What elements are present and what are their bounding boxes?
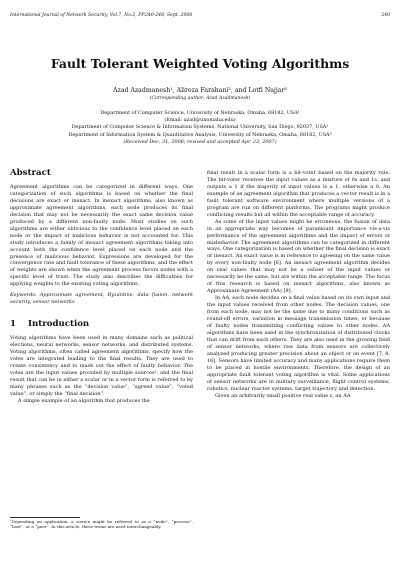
right-paragraph-3: In AA, each node decides on a final value based on its own input and the input values received from other nodes. The decision values, one from each node, may not be the same due to many conditions such as round-off errors, variation in message transmission times, or because of faulty nodes transmitting conflicting values to other nodes. AA algorithms have been used in the synchronization of distributed clocks that can drift from each others. They are also used in the growing field of sensor networks, where raw data from sensors are collectively analyzed producing greater precision about an object or an event [7, 8, 16]. Sensors have limited accuracy and many applications require them to be placed in hostile environments. Therefore, the design of an appropriate fault tolerant voting algorithm is vital. Some applications of sensor networks are in military surveillance, flight control systems, robotics, nuclear reactor systems, target trajectory and detection. <box>207 295 390 392</box>
keywords: Keywords: Approximate agreement, Byzantine, data fusion, network security, sensor networks <box>10 292 193 306</box>
intro-paragraph-1: Voting algorithms have been used in many domains such as political elections, neural networks, sensor networks, and distributed systems. Voting algorithms, often called agreement algorithms, specify how the votes are integrated leading to the final results. They are used to create consistency and to mask out the effect of faulty behavior. The votes are the input values provided by multiple sources¹, and the final result that can be in either a scalar or in a vector form is referred to by many phrases such as the “decision value”, “agreed value”, “voted value”, or simply the “final decision”. <box>10 335 193 397</box>
received-date: (Received Dec. 31, 2006; revised and accepted Apr. 23, 2007) <box>123 138 277 145</box>
author-email: (Email: azad@unomaha.edu) <box>164 117 236 124</box>
paper-title: Fault Tolerant Weighted Voting Algorithms <box>50 56 350 71</box>
left-column <box>10 168 193 405</box>
running-header <box>10 13 390 19</box>
affiliation-2: Department of Computer Science & Information Systems, National University, San Diego, 92037, USA² <box>71 124 329 131</box>
abstract-text: Agreement algorithms can be categorized in different ways. One categorization of such algorithms is based on whether the final decisions are exact or inexact. In inexact algorithms, also known as approximate agreement algorithms, each node produces its final decision that may not be necessarily the exact same decision value produced by a different non-faulty node. Most studies on such algorithms are either oblivious to the confidence level placed on each node or the impact of malicious behavior is not accounted for. This study introduces a family of inexact agreement algorithms taking into account both the confidence level placed on each node and the presence of malicious behavior. Expressions are developed for the convergence rate and fault tolerance of these algorithms, and the effect of weights are shown when the agreement process favors nodes with a specific level of trust. The study also describes the difficulties for applying weights to the existing voting algorithms. <box>10 184 193 288</box>
right-column <box>207 170 390 399</box>
right-paragraph-2: As some of the input values might be erroneous, the fusion of data in an appropriate way becomes of paramount importance vis-a-vis performance of the agreement algorithms and the impact of errors or misbehavior. The agreement algorithms can be categorized in different ways. One categorization is based on whether the final decision is exact or inexact. An exact value is in reference to agreeing on the same value by every non-faulty node [6]. An inexact agreement algorithm decides on real values that may not be a subset of the input values or necessarily be the same, but are within the acceptable range. The focus of this research is based on inexact algorithms, also known as Approximate Agreement (AA) [9]. <box>207 218 390 295</box>
corresponding-author: (Corresponding author: Azad Azadmanesh) <box>149 96 251 101</box>
footnote: ¹Depending on application, a source might be referred to as a “node”, “process”, “host”, or a “peer”. In this article, these terms are used interchangeably. <box>10 519 193 530</box>
section-number: 1 <box>10 319 16 330</box>
right-paragraph-4: Given an arbitrarily small positive real value ε, an AA <box>215 392 351 399</box>
section-title: Introduction <box>27 319 90 330</box>
affiliation-3: Department of Information System & Quantitative Analysis, University of Nebraska, Omaha, 68182, USA³ <box>68 131 332 138</box>
journal-citation: International Journal of Network Security, Vol.7, No.2, PP.240-248, Sept. 2008 <box>10 13 193 18</box>
page-number: 240 <box>381 13 390 18</box>
right-paragraph-1: final result in a scalar form is a bit-voter based on the majority rule. The bit-voter receives the input values as a mixture of 0s and 1s, and outputs a 1 if the majority of input values is a 1, otherwise a 0. An example of an agreement algorithm that produces a vector result is in a fault tolerant software environment where multiple versions of a program are run on different platforms. The programs might produce conflicting results but all within the acceptable range of accuracy. <box>207 170 390 218</box>
section-heading-introduction <box>10 319 193 330</box>
footnote-divider <box>10 517 80 518</box>
affiliations <box>0 110 400 146</box>
affiliation-1: Department of Computer Science, University of Nebraska, Omaha, 68182, USA¹ <box>100 110 300 116</box>
abstract-heading: Abstract <box>10 168 51 178</box>
intro-paragraph-2: A simple example of an algorithm that produces the <box>18 397 150 404</box>
author-list: Azad Azadmanesh¹, Alireza Farahani², and Lotfi Najjar³ <box>113 87 287 94</box>
